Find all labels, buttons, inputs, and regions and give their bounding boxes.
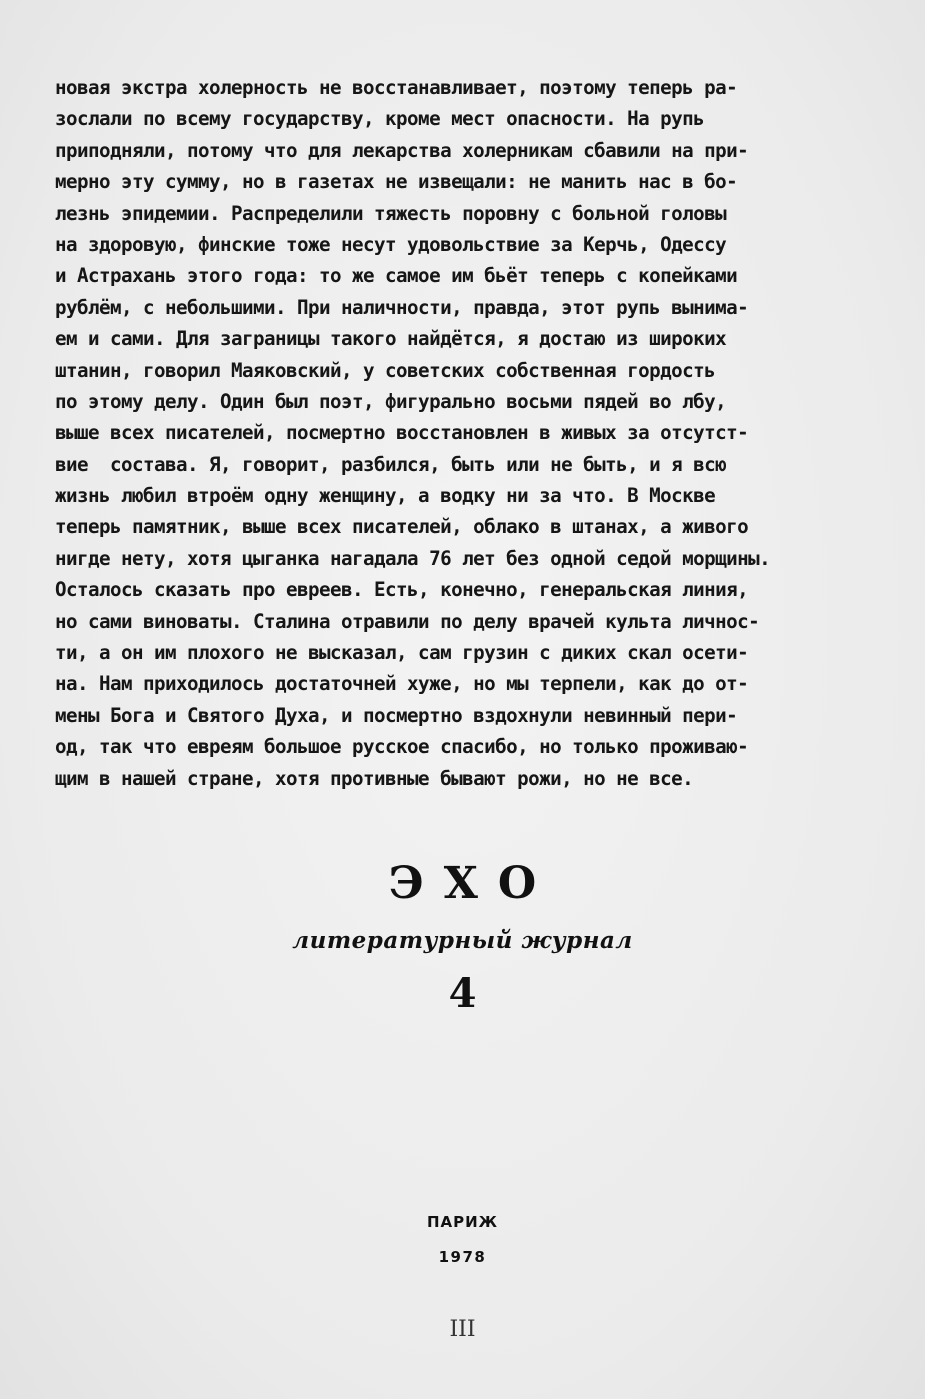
- text-line: мерно эту сумму, но в газетах не извещали: не манить нас в бо-: [55, 170, 738, 194]
- text-line: на. Нам приходилось достаточней хуже, но мы терпели, как до от-: [55, 672, 749, 696]
- text-line: мены Бога и Святого Духа, и посмертно вздохнули невинный пери-: [55, 703, 738, 727]
- text-line: выше всех писателей, посмертно восстановлен в живых за отсутст-: [55, 421, 749, 445]
- text-line: Осталось сказать про евреев. Есть, конечно, генеральская линия,: [55, 578, 749, 602]
- journal-subtitle: литературный журнал: [292, 927, 633, 954]
- text-line: новая экстра холерность не восстанавливает, поэтому теперь ра-: [55, 76, 738, 99]
- text-line: но сами виноваты. Сталина отравили по делу врачей культа личнос-: [55, 609, 760, 633]
- text-line: од, так что евреям большое русское спасибо, но только проживаю-: [55, 735, 749, 759]
- text-line: жизнь любил втроём одну женщину, а водку ни за что. В Москве: [55, 484, 716, 508]
- text-line: на здоровую, финские тоже несут удовольствие за Керчь, Одессу: [55, 232, 727, 256]
- journal-title: ЭХО: [388, 858, 557, 909]
- text-line: щим в нашей стране, хотя противные бывают рожи, но не все.: [55, 766, 694, 790]
- text-line: вие состава. Я, говорит, разбился, быть или не быть, и я всю: [55, 452, 727, 476]
- imprint-city: ПАРИЖ: [426, 1213, 499, 1231]
- text-line: зослали по всему государству, кроме мест опасности. На рупь: [55, 107, 705, 131]
- imprint-year: 1978: [438, 1248, 487, 1266]
- text-line: ем и сами. Для заграницы такого найдётся, я достаю из широких: [55, 327, 727, 351]
- issue-number: 4: [448, 970, 477, 1017]
- text-line: теперь памятник, выше всех писателей, облако в штанах, а живого: [55, 515, 749, 539]
- body-text: [55, 72, 885, 794]
- text-line: нигде нету, хотя цыганка нагадала 76 лет без одной седой морщины.: [55, 546, 771, 570]
- text-line: приподняли, потому что для лекарства холерникам сбавили на при-: [55, 138, 749, 162]
- text-line: лезнь эпидемии. Распределили тяжесть поровну с больной головы: [55, 201, 727, 225]
- text-line: по этому делу. Один был поэт, фигурально восьми пядей во лбу,: [55, 389, 727, 413]
- text-line: ти, а он им плохого не высказал, сам грузин с диких скал осети-: [55, 641, 749, 665]
- text-line: и Астрахань этого года: то же самое им бьёт теперь с копейками: [55, 264, 738, 288]
- text-line: штанин, говорил Маяковский, у советских собственная гордость: [55, 358, 716, 382]
- text-line: рублём, с небольшими. При наличности, правда, этот рупь вынима-: [55, 295, 749, 319]
- page-number: III: [449, 1317, 476, 1342]
